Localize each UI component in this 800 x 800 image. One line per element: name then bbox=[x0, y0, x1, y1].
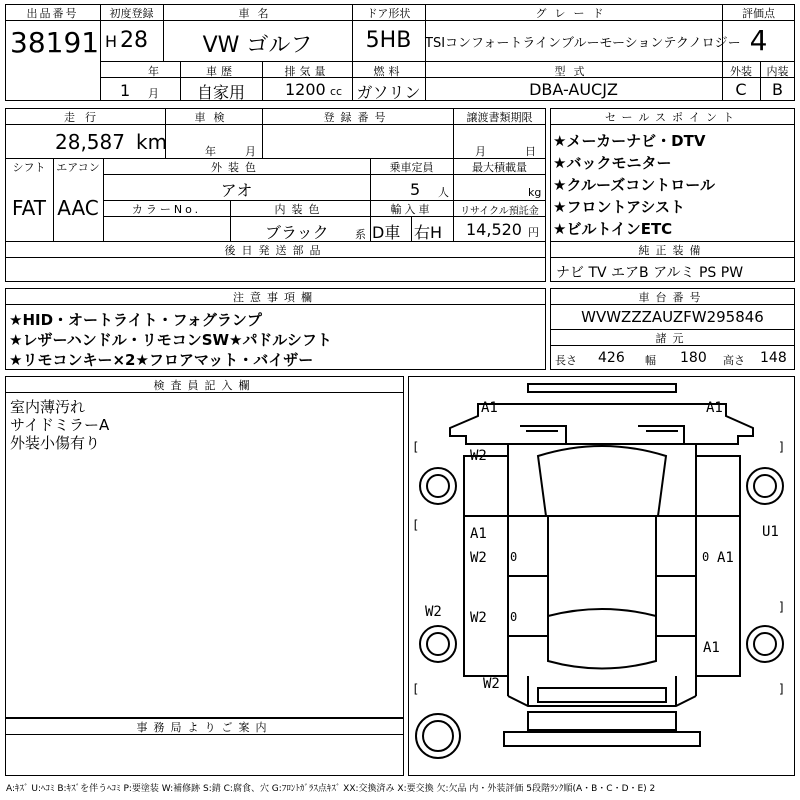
length-value: 426 bbox=[598, 350, 625, 366]
fuel-value: ガソリン bbox=[356, 83, 421, 102]
damage-mark: W2 bbox=[483, 676, 500, 692]
car-name-label: 車名 bbox=[238, 7, 277, 20]
equipment-value: ナビ TV エアB アルミ PS PW bbox=[556, 265, 744, 281]
lot-label: 出品番号 bbox=[26, 7, 79, 20]
year-unit: 年 bbox=[148, 65, 159, 78]
month-unit: 月 bbox=[148, 87, 159, 100]
sales-point-item: ★ビルトインETC bbox=[553, 220, 673, 238]
displacement-label: 排気量 bbox=[284, 65, 330, 78]
damage-mark: A1 bbox=[703, 640, 720, 656]
notes-line: ★HID・オートライト・フォグランプ bbox=[9, 311, 262, 329]
interior-label: 内装 bbox=[766, 65, 789, 78]
int-color-suffix: 系 bbox=[355, 228, 366, 241]
month-value: 1 bbox=[120, 81, 131, 100]
mileage-unit: km bbox=[136, 130, 168, 154]
inspector-line: 室内薄汚れ bbox=[10, 398, 86, 416]
damage-mark: U1 bbox=[762, 524, 779, 540]
sales-points-label: セールスポイント bbox=[604, 111, 740, 124]
int-color-label: 内装色 bbox=[274, 203, 326, 216]
grade-value: TSIコンフォートラインブルーモーションテクノロジー bbox=[425, 36, 741, 51]
history-label: 車歴 bbox=[206, 65, 236, 78]
ac-value: AAC bbox=[57, 196, 99, 220]
door-value: 5HB bbox=[365, 28, 412, 53]
mileage-value: 28,587 bbox=[55, 130, 125, 154]
damage-mark: A1 bbox=[717, 550, 734, 566]
fuel-label: 燃料 bbox=[373, 65, 404, 78]
grade-label: グレード bbox=[535, 7, 612, 20]
damage-mark: W2 bbox=[425, 604, 442, 620]
damage-mark: W2 bbox=[470, 610, 487, 626]
height-value: 148 bbox=[760, 350, 787, 366]
bracket-mark: ] bbox=[778, 682, 786, 696]
ext-color-label: 外装色 bbox=[211, 161, 262, 174]
first-reg-label: 初度登録 bbox=[109, 7, 154, 20]
zero-mark: 0 bbox=[702, 550, 710, 564]
recycle-label: リサイクル預託金 bbox=[460, 206, 539, 217]
chassis-label: 車台番号 bbox=[638, 291, 707, 304]
chassis-value: WVWZZZAUZFW295846 bbox=[581, 308, 764, 326]
bracket-mark: ] bbox=[778, 600, 786, 614]
sales-point-item: ★バックモニター bbox=[553, 154, 672, 172]
bracket-mark: ] bbox=[778, 440, 786, 454]
displacement-value: 1200 bbox=[285, 80, 326, 99]
bracket-mark: [ bbox=[412, 518, 420, 532]
max-load-label: 最大積載量 bbox=[472, 161, 527, 174]
recycle-value: 14,520 bbox=[466, 220, 522, 239]
spec-label: 諸元 bbox=[655, 332, 690, 345]
displacement-unit: cc bbox=[330, 85, 343, 98]
notes-line: ★レザーハンドル・リモコンSW★パドルシフト bbox=[9, 331, 332, 349]
length-label: 長さ bbox=[555, 354, 577, 367]
office-label: 事務局よりご案内 bbox=[136, 721, 273, 734]
damage-mark: A1 bbox=[470, 526, 487, 542]
damage-mark: A1 bbox=[481, 400, 498, 416]
notes-label: 注意事項欄 bbox=[233, 291, 318, 304]
damage-mark: A1 bbox=[706, 400, 723, 416]
exterior-value: C bbox=[735, 80, 747, 99]
sales-point-item: ★フロントアシスト bbox=[553, 198, 685, 216]
insp-year-unit: 年 bbox=[205, 145, 216, 158]
inspector-label: 検査員記入欄 bbox=[153, 379, 256, 392]
import-value2: 右H bbox=[414, 223, 443, 242]
transfer-label: 譲渡書類期限 bbox=[466, 111, 533, 124]
sales-point-item: ★メーカーナビ・DTV bbox=[553, 132, 706, 150]
sales-point-item: ★クルーズコントロール bbox=[553, 176, 715, 194]
insp-month-unit: 月 bbox=[245, 145, 256, 158]
recycle-unit: 円 bbox=[528, 226, 539, 239]
score-label: 評価点 bbox=[742, 7, 775, 20]
ac-label: エアコン bbox=[56, 161, 100, 174]
import-value1: D車 bbox=[372, 223, 401, 242]
capacity-value: 5 bbox=[410, 180, 421, 199]
bracket-mark: [ bbox=[412, 440, 420, 454]
capacity-unit: 人 bbox=[438, 186, 449, 199]
model-label: 型式 bbox=[554, 65, 593, 78]
zero-mark: 0 bbox=[510, 550, 518, 564]
reg-no-label: 登録番号 bbox=[323, 111, 392, 124]
notes-line: ★リモコンキー×2★フロアマット・バイザー bbox=[9, 351, 314, 369]
era-prefix: H bbox=[105, 32, 118, 51]
exterior-label: 外装 bbox=[730, 65, 752, 78]
width-label: 幅 bbox=[645, 354, 656, 367]
transfer-month-unit: 月 bbox=[475, 145, 486, 158]
car-outline bbox=[408, 376, 795, 776]
equipment-label: 純正装備 bbox=[638, 244, 707, 257]
int-color-value: ブラック bbox=[265, 223, 329, 242]
shift-value: FAT bbox=[11, 196, 46, 220]
height-label: 高さ bbox=[723, 354, 745, 367]
damage-mark: W2 bbox=[470, 550, 487, 566]
lot-value: 38191 bbox=[10, 26, 100, 59]
legend-text: A:ｷｽﾞ U:ﾍｺﾐ B:ｷｽﾞを伴うﾍｺﾐ P:要塗装 W:補修跡 S:錆 C:腐食、穴 G:ﾌﾛﾝﾄｶﾞﾗｽ点ｷｽﾞ XX:交換済み X:要交換 欠:欠品 内・外装評価 5段階ﾗﾝｸ順(A・B・C・D・E) 2 bbox=[6, 784, 656, 794]
shift-label: シフト bbox=[12, 161, 46, 174]
inspection-label: 車検 bbox=[194, 111, 233, 124]
transfer-day-unit: 日 bbox=[525, 145, 536, 158]
mileage-label: 走行 bbox=[64, 111, 106, 124]
import-label: 輸入車 bbox=[390, 203, 433, 216]
history-value: 自家用 bbox=[196, 83, 245, 102]
color-no-label: カラーNo. bbox=[131, 203, 202, 216]
inspector-line: サイドミラーA bbox=[10, 416, 110, 434]
damage-mark: W2 bbox=[470, 448, 487, 464]
score-value: 4 bbox=[749, 24, 768, 57]
car-name-value: VW ゴルフ bbox=[202, 33, 313, 58]
capacity-label: 乗車定員 bbox=[389, 161, 434, 174]
inspector-line: 外装小傷有り bbox=[10, 434, 101, 452]
max-load-unit: kg bbox=[528, 186, 542, 199]
zero-mark: 0 bbox=[510, 610, 518, 624]
width-value: 180 bbox=[680, 350, 707, 366]
bracket-mark: [ bbox=[412, 682, 420, 696]
year-value: 28 bbox=[120, 28, 148, 53]
door-label: ドア形状 bbox=[366, 7, 411, 20]
ext-color-value: アオ bbox=[220, 181, 253, 200]
model-value: DBA-AUCJZ bbox=[529, 80, 618, 99]
interior-value: B bbox=[772, 80, 783, 99]
later-parts-label: 後日発送部品 bbox=[224, 244, 327, 257]
